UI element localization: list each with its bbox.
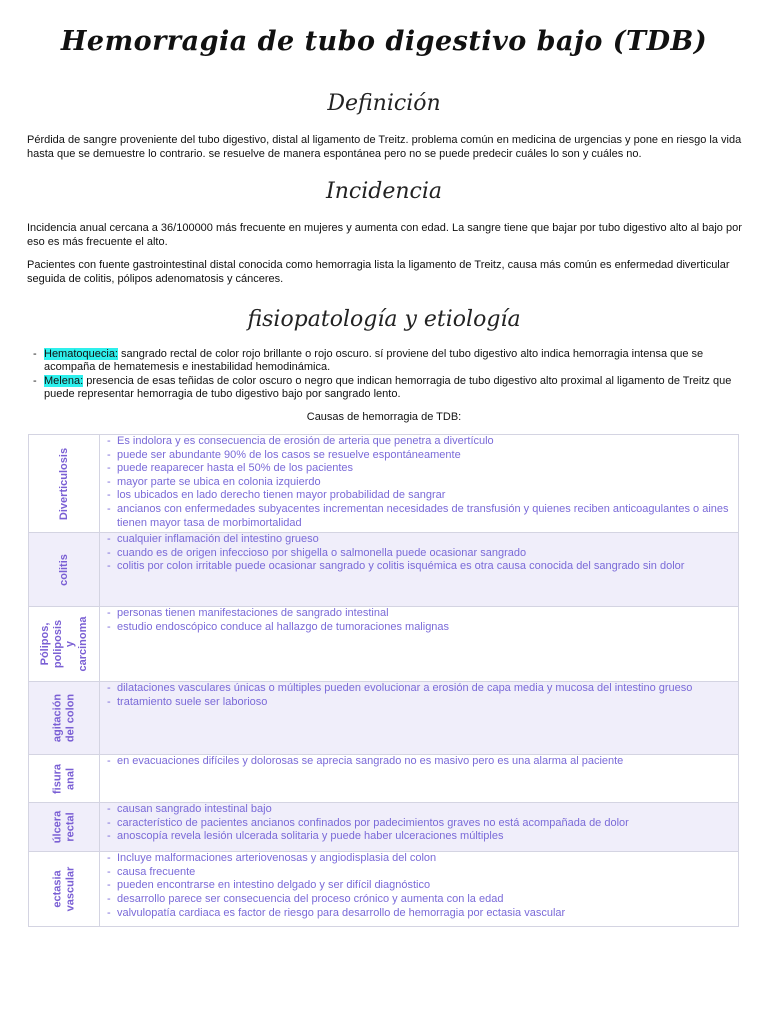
list-item-text: pueden encontrarse en intestino delgado y ser difícil diagnóstico xyxy=(117,879,431,892)
details-list xyxy=(100,435,738,532)
definicion-text: Pérdida de sangre proveniente del tubo digestivo, distal al ligamento de Treitz. problema común en medicina de urgencias y pone en riesgo la vida hasta que se demuestre lo contrario. se resuelve de manera espontánea pero no se puede predecir cuáles lo son y cuáles no. xyxy=(27,134,742,160)
list-item-text: anoscopía revela lesión ulcerada solitaria y puede haber ulceraciones múltiples xyxy=(117,830,504,843)
page-title: Hemorragia de tubo digestivo bajo (TDB) xyxy=(60,26,708,57)
list-item-text: puede reaparecer hasta el 50% de los pacientes xyxy=(117,462,354,475)
highlighted-term: Melena: xyxy=(44,374,84,387)
list-item: - colitis por colon irritable puede ocasionar sangrado y colitis isquémica es otra causa conocida del sangrado sin dolor xyxy=(107,560,685,573)
list-item: - dilataciones vasculares únicas o múltiples pueden evolucionar a erosión de capa media y mucosa del intestino grueso xyxy=(107,682,693,695)
list-item: - mayor parte se ubica en colonia izquierdo xyxy=(107,475,321,488)
table-caption: Causas de hemorragia de TDB: xyxy=(306,411,462,423)
list-item-text: en evacuaciones difíciles y dolorosas se aprecia sangrado no es masivo pero es una alarma al paciente xyxy=(117,755,624,768)
list-item-text: cualquier inflamación del intestino grueso xyxy=(117,533,319,546)
details-list xyxy=(100,803,738,846)
list-item: - ancianos con enfermedades subyacentes incrementan necesidades de transfusión y quienes reciben anticoagulantes o aines tienen mayor tasa de morbimortalidad xyxy=(107,502,729,529)
details-cell xyxy=(100,803,739,852)
details-list xyxy=(100,682,738,711)
details-list xyxy=(100,852,738,922)
details-cell xyxy=(100,533,739,607)
list-item-text: puede ser abundante 90% de los casos se resuelve espontáneamente xyxy=(117,448,461,461)
list-item: - en evacuaciones difíciles y dolorosas se aprecia sangrado no es masivo pero es una alarma al paciente xyxy=(107,755,624,768)
table-row xyxy=(29,755,739,803)
cause-cell xyxy=(29,607,100,682)
list-item: - Incluye malformaciones arteriovenosas y angiodisplasia del colon xyxy=(107,852,437,865)
table-row xyxy=(29,852,739,927)
incidencia-heading: Incidencia xyxy=(326,179,442,204)
list-item-text: los ubicados en lado derecho tienen mayor probabilidad de sangrar xyxy=(117,489,446,502)
list-item-text: presencia de esas teñidas de color oscuro o negro que indican hemorragia de tubo digestivo alto proximal al ligamento de Treitz que puede representar hemorragia de tubo digestivo bajo por sangrado lento. xyxy=(44,374,732,400)
cause-cell xyxy=(29,682,100,755)
list-item-text: cuando es de origen infeccioso por shigella o salmonella puede ocasionar sangrado xyxy=(117,546,527,559)
cause-label: fisura anal xyxy=(51,763,76,794)
cause-label: ectasia vascular xyxy=(51,866,76,912)
list-item: - tratamiento suele ser laborioso xyxy=(107,695,268,708)
details-cell xyxy=(100,755,739,803)
list-item-text: desarrollo parece ser consecuencia del proceso crónico y aumenta con la edad xyxy=(117,892,504,905)
list-item: - personas tienen manifestaciones de sangrado intestinal xyxy=(107,607,389,620)
incidencia-text-2: Pacientes con fuente gastrointestinal distal conocida como hemorragia lista la ligamento de Treitz, causa más común es enfermedad diverticular seguida de colitis, pólipos adenomatosis y cánceres. xyxy=(27,259,730,285)
fisiopatologia-heading: fisiopatología y etiología xyxy=(247,307,521,332)
fisiopatologia-list xyxy=(33,348,745,401)
list-item: - estudio endoscópico conduce al hallazgo de tumoraciones malignas xyxy=(107,620,450,633)
list-item-text: causa frecuente xyxy=(117,865,196,878)
table-row xyxy=(29,803,739,852)
list-item: - valvulopatía cardiaca es factor de riesgo para desarrollo de hemorragia por ectasia vascular xyxy=(107,906,566,919)
list-item: - Hematoquecia: sangrado rectal de color rojo brillante o rojo oscuro. sí proviene del tubo digestivo alto indica hemorragia intensa que se acompaña de hematemesis e inestabilidad hemodinámica. xyxy=(33,348,704,374)
list-item: - Melena: presencia de esas teñidas de color oscuro o negro que indican hemorragia de tubo digestivo alto proximal al ligamento de Treitz que puede representar hemorragia de tubo digestivo bajo por sangrado lento. xyxy=(33,374,732,400)
list-item: - los ubicados en lado derecho tienen mayor probabilidad de sangrar xyxy=(107,489,446,502)
table-row xyxy=(29,533,739,607)
list-item-text: tratamiento suele ser laborioso xyxy=(117,695,268,708)
list-item: - Es indolora y es consecuencia de erosión de arteria que penetra a divertículo xyxy=(107,435,494,447)
cause-cell xyxy=(29,533,100,607)
list-item-text: Incluye malformaciones arteriovenosas y angiodisplasia del colon xyxy=(117,852,437,865)
cause-label: úlcera rectal xyxy=(51,810,76,844)
definicion-heading: Definición xyxy=(327,91,441,116)
list-item: - causa frecuente xyxy=(107,865,196,878)
list-item: - pueden encontrarse en intestino delgado y ser difícil diagnóstico xyxy=(107,879,431,892)
list-item-text: ancianos con enfermedades subyacentes incrementan necesidades de transfusión y quienes reciben anticoagulantes o aines tienen mayor tasa de morbimortalidad xyxy=(117,502,729,529)
highlighted-term: Hematoquecia: xyxy=(44,348,118,360)
cause-label: agitación del colon xyxy=(51,694,76,743)
list-item-text: colitis por colon irritable puede ocasionar sangrado y colitis isquémica es otra causa conocida del sangrado sin dolor xyxy=(117,560,685,573)
details-cell xyxy=(100,682,739,755)
list-item-text: personas tienen manifestaciones de sangrado intestinal xyxy=(117,607,389,620)
list-item: - anoscopía revela lesión ulcerada solitaria y puede haber ulceraciones múltiples xyxy=(107,830,504,843)
cause-cell xyxy=(29,803,100,852)
cause-label: colitis xyxy=(57,553,70,586)
table-row xyxy=(29,607,739,682)
list-item: - desarrollo parece ser consecuencia del proceso crónico y aumenta con la edad xyxy=(107,892,504,905)
list-item: - característico de pacientes ancianos confinados por padecimientos graves no está acompañada de dolor xyxy=(107,816,629,829)
list-item-text: característico de pacientes ancianos confinados por padecimientos graves no está acompañada de dolor xyxy=(117,816,629,829)
list-item: - causan sangrado intestinal bajo xyxy=(107,803,272,816)
details-list xyxy=(100,533,738,576)
cause-label: Pólipos, poliposis y carcinoma xyxy=(39,616,89,672)
list-item-text: valvulopatía cardiaca es factor de riesgo para desarrollo de hemorragia por ectasia vascular xyxy=(117,906,566,919)
details-list xyxy=(100,607,738,636)
cause-cell xyxy=(29,852,100,927)
list-item: - cualquier inflamación del intestino grueso xyxy=(107,533,319,546)
list-item-text: estudio endoscópico conduce al hallazgo de tumoraciones malignas xyxy=(117,620,450,633)
details-cell xyxy=(100,852,739,927)
cause-cell xyxy=(29,755,100,803)
list-item: - cuando es de origen infeccioso por shigella o salmonella puede ocasionar sangrado xyxy=(107,546,527,559)
list-item-text: Es indolora y es consecuencia de erosión de arteria que penetra a divertículo xyxy=(117,435,494,447)
causes-table xyxy=(28,434,739,927)
cause-label: Diverticulosis xyxy=(57,447,70,520)
table-row xyxy=(29,435,739,533)
details-cell xyxy=(100,435,739,533)
list-item: - puede reaparecer hasta el 50% de los pacientes xyxy=(107,462,354,475)
details-cell xyxy=(100,607,739,682)
details-list xyxy=(100,755,738,771)
table-row xyxy=(29,682,739,755)
list-item-text: causan sangrado intestinal bajo xyxy=(117,803,272,816)
list-item-text: mayor parte se ubica en colonia izquierdo xyxy=(117,475,321,488)
list-item-text: sangrado rectal de color rojo brillante o rojo oscuro. sí proviene del tubo digestivo alto indica hemorragia intensa que se acompaña de hematemesis e inestabilidad hemodinámica. xyxy=(44,348,704,374)
list-item-text: dilataciones vasculares únicas o múltiples pueden evolucionar a erosión de capa media y mucosa del intestino grueso xyxy=(117,682,693,695)
incidencia-text-1: Incidencia anual cercana a 36/100000 más frecuente en mujeres y aumenta con edad. La sangre tiene que bajar por tubo digestivo alto al bajo por eso es más frecuente el alto. xyxy=(27,222,742,248)
cause-cell xyxy=(29,435,100,533)
list-item: - puede ser abundante 90% de los casos se resuelve espontáneamente xyxy=(107,448,461,461)
